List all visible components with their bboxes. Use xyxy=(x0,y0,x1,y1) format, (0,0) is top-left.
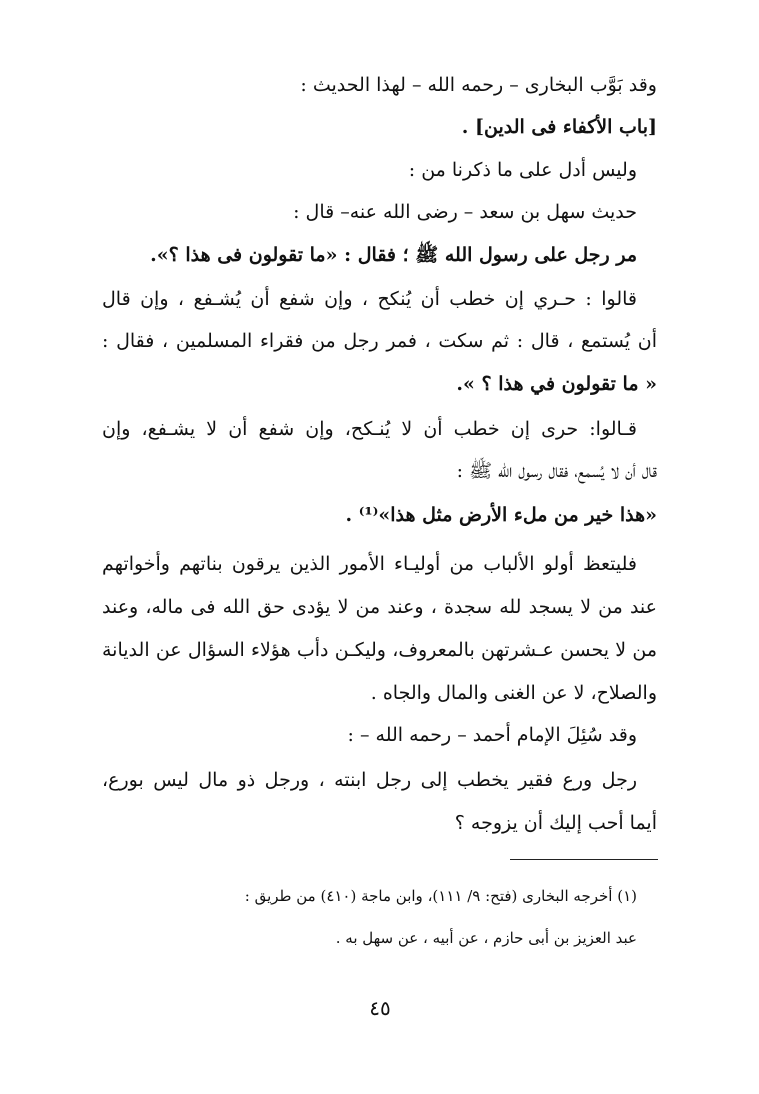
text-line-14: من لا يحسن عـشرتهن بالمعروف، وليكـن دأب هؤلاء السؤال عن الديانة xyxy=(102,639,657,661)
text-line-7: أن يُستمع ، قال : ثم سكت ، فمر رجل من فقراء المسلمين ، فقال : xyxy=(102,330,657,352)
footnote-separator xyxy=(510,859,658,860)
text-line-15: والصلاح، لا عن الغنى والمال والجاه . xyxy=(370,682,657,704)
text-line-3: وليس أدل على ما ذكرنا من : xyxy=(408,159,637,181)
page-number: ٤٥ xyxy=(369,996,391,1020)
text-line-18: أيما أحب إليك أن يزوجه ؟ xyxy=(454,812,657,834)
text-line-1: وقد بَوَّب البخارى – رحمه الله – لهذا الحديث : xyxy=(300,74,657,96)
text-line-17: رجل ورع فقير يخطب إلى رجل ابنته ، ورجل ذو مال ليس بورع، xyxy=(102,769,637,791)
text-line-4: حديث سهل بن سعد – رضى الله عنه– قال : xyxy=(293,201,637,223)
footnote-line-1: (١) أخرجه البخارى (فتح: ٩/ ١١١)، وابن ماجة (٤١٠) من طريق : xyxy=(244,887,637,905)
text-line-16: وقد سُئِلَ الإمام أحمد – رحمه الله – : xyxy=(347,724,637,746)
text-line-12: فليتعظ أولو الألباب من أوليـاء الأمور الذين يرقون بناتهم وأخواتهم xyxy=(102,553,637,575)
text-line-10: قال أن لا يُسمع، فقال رسول الله ﷺ : xyxy=(456,460,657,482)
hadith-question-line-2: « ما تقولون في هذا ؟ ». xyxy=(456,373,657,395)
footnote-line-2: عبد العزيز بن أبى حازم ، عن أبيه ، عن سهل به . xyxy=(335,929,637,947)
hadith-answer-line: «هذا خير من ملء الأرض مثل هذا»⁽¹⁾ . xyxy=(345,504,657,526)
hadith-question-line: مر رجل على رسول الله ﷺ ؛ فقال : «ما تقولون فى هذا ؟». xyxy=(150,244,637,266)
text-line-6: قالوا : حـري إن خطب أن يُنكح ، وإن شفع أن يُشـفع ، وإن قال xyxy=(102,288,637,310)
chapter-title-line: [باب الأكفاء فى الدين] . xyxy=(461,116,657,138)
text-line-13: عند من لا يسجد لله سجدة ، وعند من لا يؤدى حق الله فى ماله، وعند xyxy=(102,596,657,618)
text-line-9: قـالوا: حرى إن خطب أن لا يُنـكح، وإن شفع أن لا يشـفع، وإن xyxy=(102,418,637,440)
